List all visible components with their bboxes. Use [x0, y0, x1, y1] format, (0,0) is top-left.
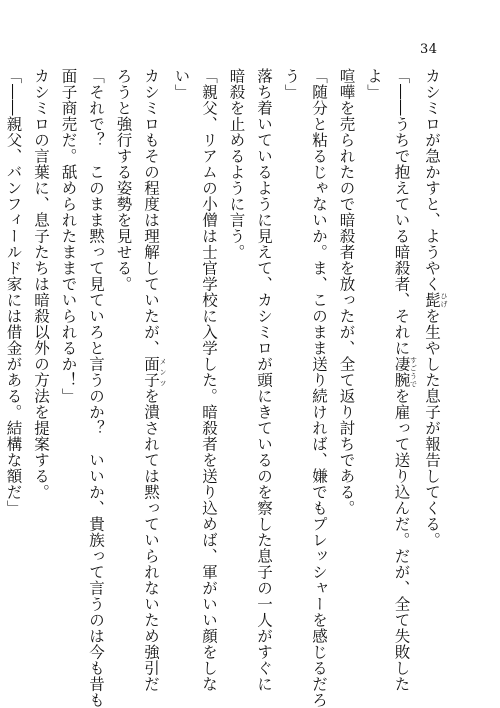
ruby-base: 面子 [142, 356, 160, 388]
ruby-annotation [142, 356, 167, 388]
text-line [137, 68, 168, 692]
text-line [387, 68, 418, 692]
text-segment: 「親父、リアムの小僧は士官学校に入学した。暗殺者を送り込めば、軍がいい顔をしな [200, 68, 218, 692]
text-segment: 喧嘩を売られたので暗殺者を放ったが、全て返り討ちである。 [337, 68, 356, 516]
text-line [82, 68, 110, 708]
text-segment: を雇って送り込んだ。だが、全て失敗した [392, 388, 411, 692]
text-line [54, 68, 82, 668]
text-segment: 「――うちで抱えている暗殺者、それに [392, 68, 411, 356]
text-segment: う」 [282, 68, 301, 100]
text-segment: カシミロの言葉に、息子たちは暗殺以外の方法を提案する。 [32, 68, 50, 500]
text-line [27, 68, 55, 668]
ruby-base: 凄腕 [392, 356, 411, 388]
text-segment: 面子商売だ。舐められたままでいられるか！」 [59, 68, 78, 404]
text-line [250, 68, 278, 692]
text-line [222, 68, 250, 668]
text-segment: 「――親父、バンフィールド家には借金がある。結構な額だ」 [4, 68, 23, 516]
text-line [305, 68, 333, 708]
text-segment: い」 [172, 68, 191, 100]
page-number: 34 [420, 42, 438, 57]
text-segment: を生やした息子が報告してくる。 [423, 308, 441, 548]
ruby-base: 髭 [423, 292, 441, 308]
text-segment: カシミロが急かすと、ようやく [423, 68, 441, 292]
text-segment: 落ち着いているように見えて、カシミロが頭にきているのを察した息子の一人がすぐに [255, 68, 273, 692]
text-segment: よ」 [365, 68, 383, 100]
text-line [360, 68, 388, 668]
text-line [418, 68, 449, 668]
text-line [167, 68, 195, 668]
text-segment: を潰されては黙っていられないため強引だ [142, 388, 160, 692]
text-line [195, 68, 223, 692]
text-segment: 「随分と粘るじゃないか。ま、このまま送り続ければ、嫌でもプレッシャーを感じるだろ [310, 68, 328, 708]
text-segment: 「それで？ このまま黙って見ていろと言うのか？ いいか、貴族って言うのは今も昔も [87, 68, 105, 708]
ruby-reading: メンツ [159, 356, 167, 388]
body-text [0, 68, 448, 708]
text-segment: ろうと強行する姿勢を見せる。 [114, 68, 133, 292]
ruby-annotation [423, 292, 448, 308]
ruby-annotation [392, 356, 418, 388]
ruby-reading: すごうで [409, 356, 418, 388]
text-segment: 暗殺を止めるように言う。 [227, 68, 246, 260]
text-line [0, 68, 27, 668]
ruby-reading: ひげ [440, 292, 448, 308]
text-line [109, 68, 137, 668]
text-line [332, 68, 360, 668]
text-segment: カシミロもその程度は理解していたが、 [142, 68, 160, 356]
text-line [277, 68, 305, 668]
